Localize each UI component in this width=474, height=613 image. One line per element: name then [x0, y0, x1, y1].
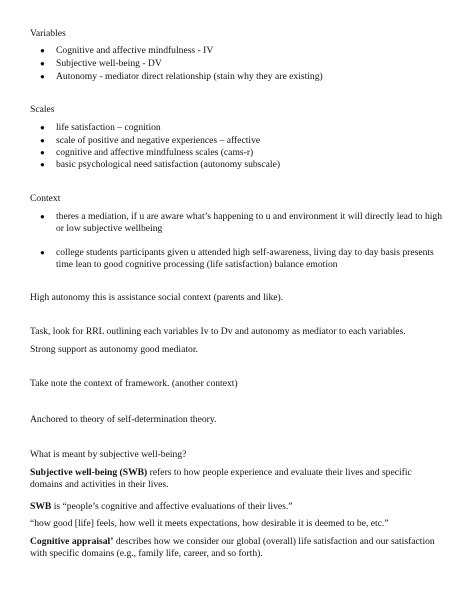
context-heading: Context: [30, 193, 61, 204]
swb-abbrev: SWB: [30, 501, 52, 512]
swb-term: Subjective well-being (SWB): [30, 467, 148, 478]
note-strong-support: Strong support as autonomy good mediator.: [30, 344, 198, 355]
swb-definition: [30, 467, 446, 491]
cognitive-appraisal-term: Cognitive appraisal’: [30, 536, 114, 547]
list-item-text: basic psychological need satisfaction (autonomy subscale): [56, 159, 281, 170]
bullet-icon: ●: [40, 46, 45, 55]
swb-short-definition: [30, 501, 446, 513]
bullet-icon: ●: [40, 160, 45, 169]
list-item-text: theres a mediation, if u are aware what’s happening to u and environment it will directly lead to high or low subjective wellbeing: [56, 211, 443, 234]
list-item-text: college students participants given u attended high self-awareness, living day to day basis presents time lean to good cognitive processing (life satisfaction) balance emotion: [56, 247, 434, 270]
note-task: Task, look for RRL outlining each variables Iv to Dv and autonomy as mediator to each variables.: [30, 326, 406, 337]
list-item-text: scale of positive and negative experiences – affective: [56, 135, 261, 146]
list-item-text: Autonomy - mediator direct relationship (stain why they are existing): [56, 71, 323, 82]
bullet-icon: ●: [40, 248, 45, 257]
bullet-icon: ●: [40, 123, 45, 132]
variables-heading: Variables: [30, 28, 66, 39]
list-item-text: Subjective well-being - DV: [56, 58, 162, 69]
bullet-icon: ●: [40, 212, 45, 221]
cognitive-appraisal-text: describes how we consider our global (overall) life satisfaction and our satisfaction with specific domains (e.g., family life, career, and so forth).: [30, 536, 435, 559]
note-anchored: Anchored to theory of self-determination theory.: [30, 414, 217, 425]
scales-heading: Scales: [30, 104, 55, 115]
swb-definition-text: refers to how people experience and evaluate their lives and specific domains and activities in their lives.: [30, 467, 412, 490]
cognitive-appraisal-definition: [30, 536, 446, 560]
bullet-icon: ●: [40, 136, 45, 145]
list-item-text: life satisfaction – cognition: [56, 122, 161, 133]
note-high-autonomy: High autonomy this is assistance social context (parents and like).: [30, 292, 284, 303]
note-take-note: Take note the context of framework. (another context): [30, 378, 238, 389]
bullet-icon: ●: [40, 148, 45, 157]
swb-quote: “how good [life] feels, how well it meets expectations, how desirable it is deemed to be, etc.”: [30, 518, 389, 529]
swb-short-definition-text: is “people’s cognitive and affective evaluations of their lives.”: [51, 501, 293, 512]
list-item-text: Cognitive and affective mindfulness - IV: [56, 45, 214, 56]
list-item-text: cognitive and affective mindfulness scales (cams-r): [56, 147, 254, 158]
bullet-icon: ●: [40, 59, 45, 68]
note-question: What is meant by subjective well-being?: [30, 449, 187, 460]
bullet-icon: ●: [40, 72, 45, 81]
